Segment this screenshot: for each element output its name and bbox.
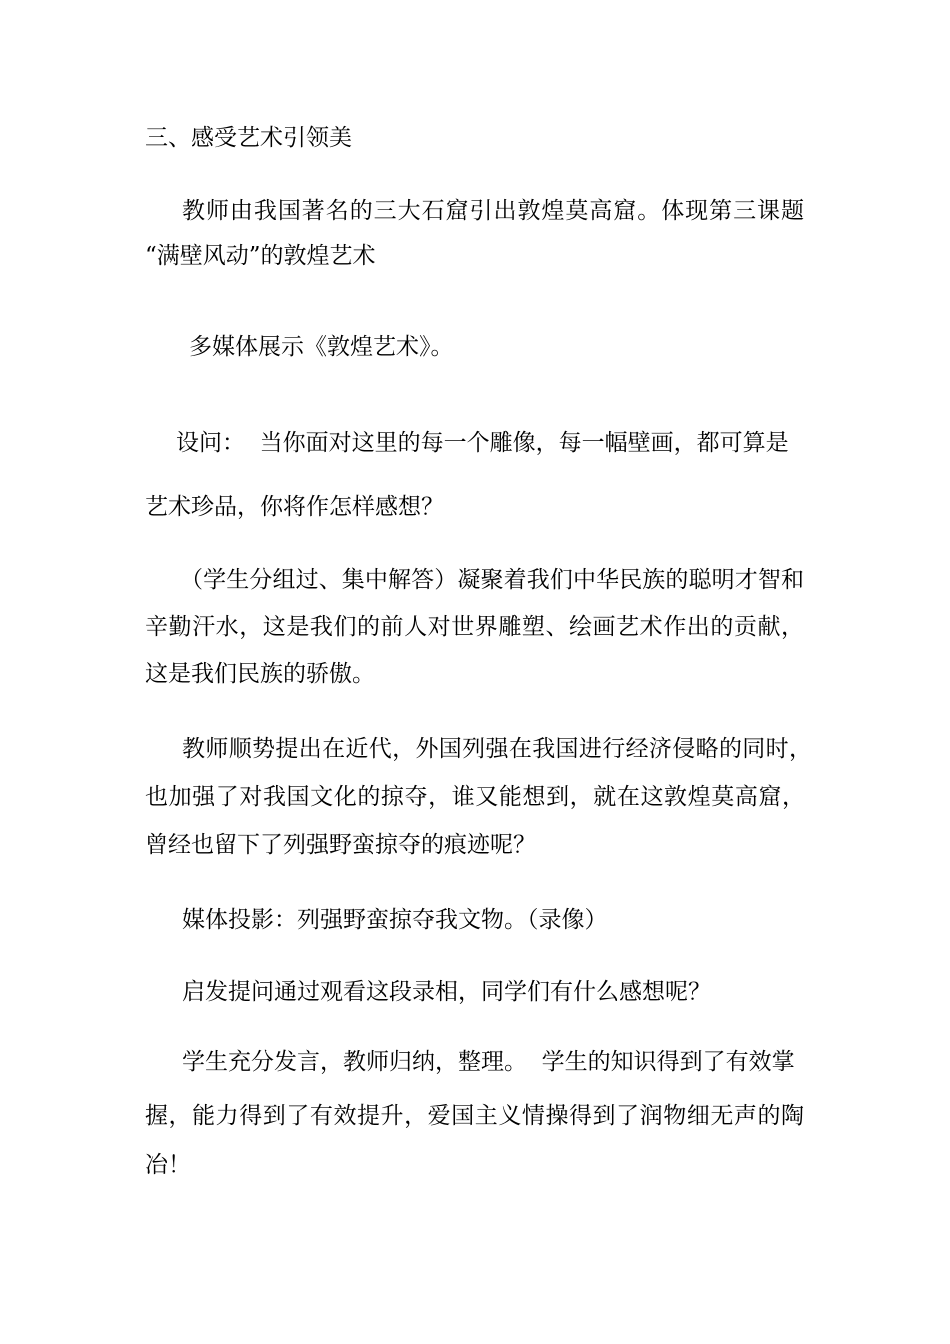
paragraph-line: 设问： 当你面对这里的每一个雕像，每一幅壁画，都可算是 (176, 430, 789, 456)
paragraph-line: 握，能力得到了有效提升，爱国主义情操得到了润物细无声的陶 (145, 1103, 804, 1129)
paragraph-line: 教师由我国著名的三大石窟引出敦煌莫高窟。体现第三课题 (182, 198, 804, 224)
section-heading: 三、感受艺术引领美 (145, 125, 352, 151)
paragraph-line: 曾经也留下了列强野蛮掠夺的痕迹呢？ (145, 832, 536, 858)
paragraph-line: （学生分组过、集中解答）凝聚着我们中华民族的聪明才智和 (180, 567, 804, 593)
paragraph-line: 这是我们民族的骄傲。 (145, 661, 375, 687)
paragraph-line: 辛勤汗水，这是我们的前人对世界雕塑、绘画艺术作出的贡献， (145, 614, 804, 640)
paragraph-line: 艺术珍品，你将作怎样感想？ (145, 494, 444, 520)
paragraph-line: 多媒体展示《敦煌艺术》。 (189, 334, 454, 360)
paragraph-line: 启发提问通过观看这段录相，同学们有什么感想呢？ (182, 979, 711, 1005)
paragraph-line: 也加强了对我国文化的掠夺，谁又能想到，就在这敦煌莫高窟， (145, 784, 805, 810)
paragraph-line: 冶！ (145, 1152, 191, 1178)
paragraph-line: 媒体投影：列强野蛮掠夺我文物。（录像） (182, 907, 608, 933)
paragraph-line: 教师顺势提出在近代，外国列强在我国进行经济侵略的同时， (182, 736, 812, 762)
paragraph-line: 学生充分发言，教师归纳，整理。 学生的知识得到了有效掌 (182, 1049, 795, 1075)
paragraph-line: “满壁风动”的敦煌艺术 (145, 243, 376, 269)
